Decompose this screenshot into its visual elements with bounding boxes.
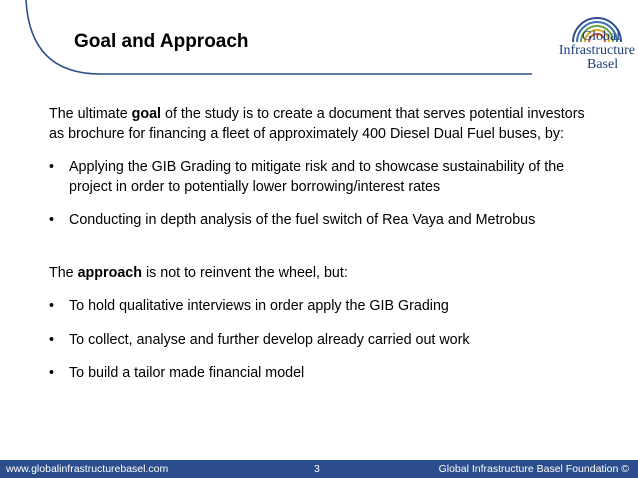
logo-text-basel: Basel: [587, 57, 619, 72]
logo-text-global: Global: [582, 29, 621, 44]
approach-bullet-list: [49, 297, 589, 384]
bullet-icon: •: [49, 159, 55, 175]
logo-text-infrastructure: Infrastructure: [558, 43, 635, 58]
bullet-icon: •: [49, 365, 55, 381]
goal-bullet-list: [49, 158, 589, 231]
approach-keyword: approach: [77, 264, 142, 281]
bullet-icon: •: [49, 212, 55, 228]
bullet-icon: •: [49, 331, 55, 348]
slide-body: [49, 105, 589, 384]
page-number: 3: [314, 463, 320, 475]
footer-bar: [0, 460, 638, 478]
list-item: • Conducting in depth analysis of the fuel switch of Rea Vaya and Metrobus: [49, 211, 589, 231]
list-item: • To collect, analyse and further develop already carried out work: [49, 331, 589, 351]
list-item: • To build a tailor made financial model: [49, 364, 589, 384]
goal-intro: The ultimate goal of the study is to create a document that serves potential investors as brochure for financing a fleet of approximately 400 Diesel Dual Fuel buses, by:: [49, 106, 585, 142]
footer-copyright: Global Infrastructure Basel Foundation ©: [438, 463, 629, 475]
list-item: • Applying the GIB Grading to mitigate risk and to showcase sustainability of the project in order to potentially lower borrowing/interest rates: [49, 159, 565, 195]
goal-keyword: goal: [131, 106, 162, 122]
bullet-icon: •: [49, 298, 55, 314]
gib-logo: [535, 2, 635, 78]
list-item: • To hold qualitative interviews in order apply the GIB Grading: [49, 297, 589, 317]
approach-intro: The approach is not to reinvent the wheel, but:: [49, 264, 348, 281]
footer-url-link[interactable]: www.globalinfrastructurebasel.com: [6, 463, 169, 475]
page-title: Goal and Approach: [74, 31, 249, 52]
